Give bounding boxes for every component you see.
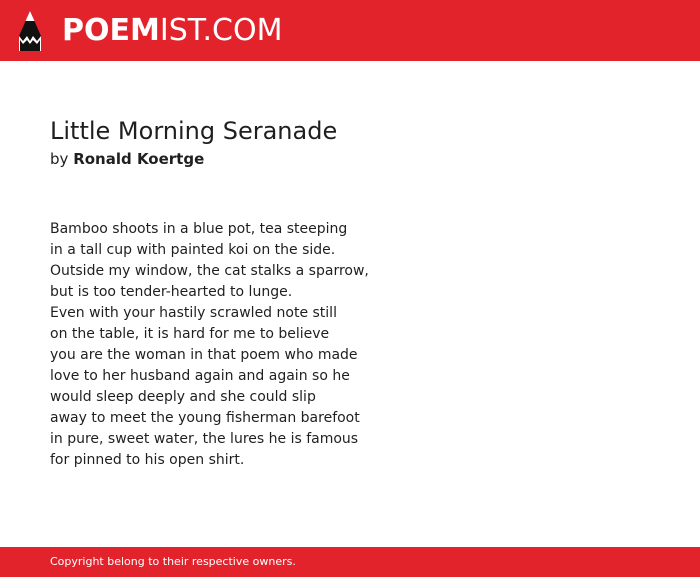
poem-line: in pure, sweet water, the lures he is famous <box>50 431 359 447</box>
poem-body <box>50 219 369 471</box>
poem-line: Outside my window, the cat stalks a sparrow, <box>50 263 369 279</box>
site-header <box>0 0 700 61</box>
by-label: by <box>50 150 69 168</box>
poem-line: love to her husband again and again so he <box>50 368 350 384</box>
poem-line: Bamboo shoots in a blue pot, tea steeping <box>50 221 348 237</box>
pencil-tip-icon[interactable] <box>17 10 43 52</box>
logo-bold-text: POEM <box>62 13 160 48</box>
poem-line: for pinned to his open shirt. <box>50 452 245 468</box>
site-logo[interactable] <box>62 12 282 50</box>
poem-line: Even with your hastily scrawled note still <box>50 305 337 321</box>
copyright-notice: Copyright belong to their respective owners. <box>50 555 296 568</box>
poem-line: would sleep deeply and she could slip <box>50 389 316 405</box>
author-name: Ronald Koertge <box>73 150 205 168</box>
poem-line: in a tall cup with painted koi on the side. <box>50 242 336 258</box>
logo-light-text: IST.COM <box>159 13 283 48</box>
poem-line: but is too tender-hearted to lunge. <box>50 284 293 300</box>
poem-line: away to meet the young fisherman barefoot <box>50 410 360 426</box>
site-footer <box>0 547 700 577</box>
byline <box>50 149 204 169</box>
poem-line: you are the woman in that poem who made <box>50 347 358 363</box>
poem-title: Little Morning Seranade <box>50 117 338 145</box>
poem-line: on the table, it is hard for me to believe <box>50 326 330 342</box>
